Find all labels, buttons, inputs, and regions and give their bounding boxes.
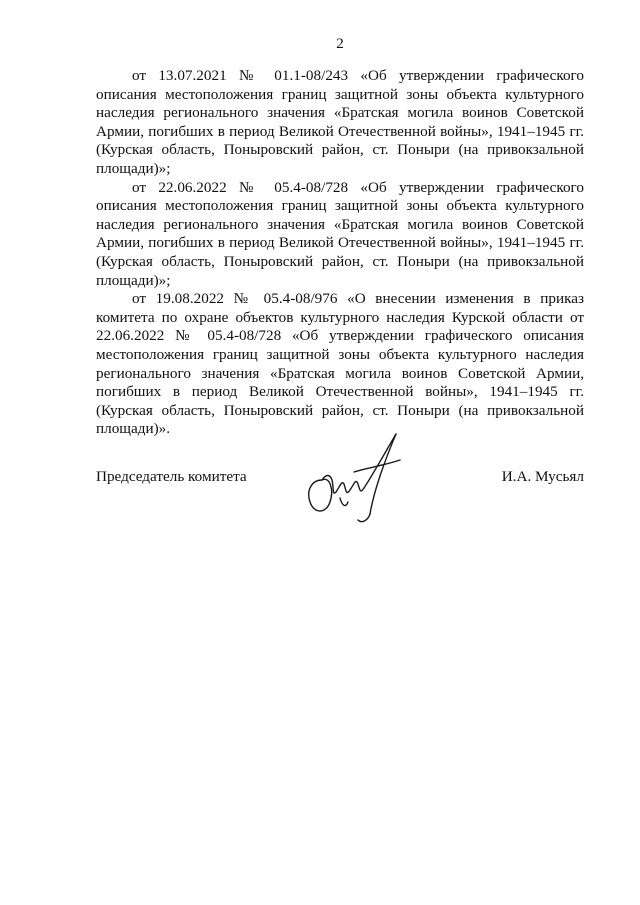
- order-paragraph-2: от 22.06.2022 № 05.4-08/728 «Об утверждении графического описания местоположения границ защитной зоны объекта культурного наследия регионального значения «Братская могила воинов Советской Армии, погибших в период Великой Отечественной войны», 1941–1945 гг. (Курская область, Поныровский район, ст. Поныри (на привокзальной площади)»;: [96, 178, 584, 289]
- order-paragraph-3: от 19.08.2022 № 05.4-08/976 «О внесении изменения в приказ комитета по охране объектов культурного наследия Курской области от 22.06.2022 № 05.4-08/728 «Об утверждении графического описания местоположения границ защитной зоны объекта культурного наследия регионального значения «Братская могила воинов Советской Армии, погибших в период Великой Отечественной войны», 1941–1945 гг. (Курская область, Поныровский район, ст. Поныри (на привокзальной площади)».: [96, 290, 584, 438]
- handwritten-signature: [300, 428, 412, 528]
- order-paragraph-1: от 13.07.2021 № 01.1-08/243 «Об утверждении графического описания местоположения границ защитной зоны объекта культурного наследия регионального значения «Братская могила воинов Советской Армии, погибших в период Великой Отечественной войны», 1941–1945 гг. (Курская область, Поныровский район, ст. Поныри (на привокзальной площади)»;: [96, 67, 584, 177]
- page-number: 2: [336, 36, 344, 52]
- signatory-name: И.А. Мусьял: [501, 468, 584, 485]
- order-list: [96, 67, 584, 439]
- signatory-title: Председатель комитета: [96, 468, 247, 485]
